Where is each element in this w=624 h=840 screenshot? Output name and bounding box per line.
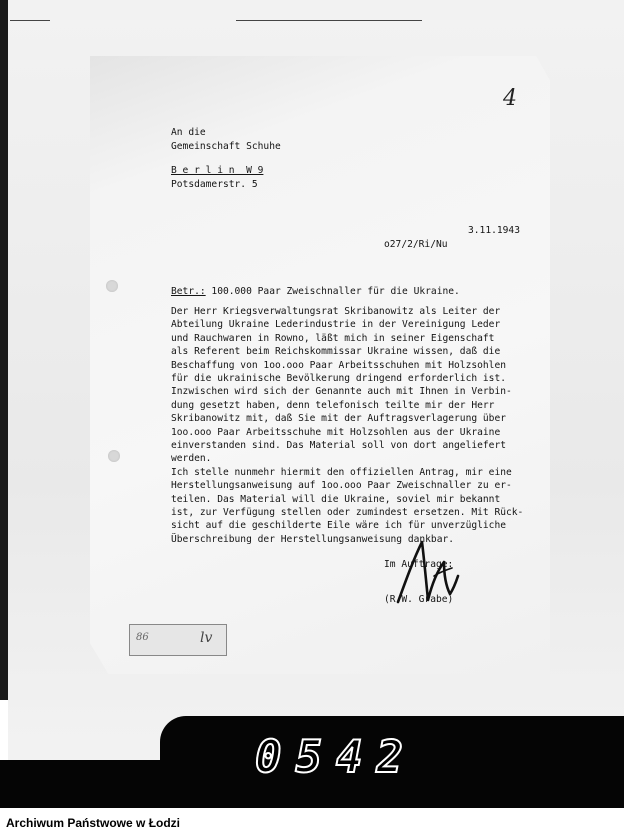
body-line: Abteilung Ukraine Lederindustrie in der Vereinigung Leder: [171, 319, 501, 331]
body-line: Beschaffung von 1oo.ooo Paar Arbeitsschuhen mit Holzsohlen: [171, 359, 507, 371]
microfilm-frame-number: 0542: [255, 732, 417, 783]
body-line: Überschreibung der Herstellungsanweisung dankbar.: [171, 533, 455, 545]
closing-phrase: Im Auftrage:: [384, 559, 454, 570]
body-line: 1oo.ooo Paar Arbeitsschuhe mit Holzsohlen aus der Ukraine: [171, 426, 501, 438]
body-line: dung gesetzt haben, denn telefonisch teilte mir der Herr: [171, 399, 495, 411]
body-line: Skribanowitz mit, daß Sie mit der Auftragsverlagerung über: [171, 413, 507, 425]
signatory-name: (R.W. Grabe): [384, 594, 454, 605]
recipient-line-1: An die: [171, 127, 206, 138]
handwritten-page-number: 4: [503, 86, 517, 111]
body-line: ist, zur Verfügung stellen oder zumindest ersetzen. Mit Rück-: [171, 507, 524, 518]
reference-code: o27/2/Ri/Nu: [384, 239, 448, 250]
body-line: werden.: [171, 453, 212, 465]
stamp-text-left: 86: [136, 632, 149, 643]
body-line: einverstanden sind. Das Material soll von dort angeliefert: [171, 440, 507, 451]
punch-hole: [106, 280, 118, 292]
body-line: Der Herr Kriegsverwaltungsrat Skribanowitz als Leiter der: [171, 306, 501, 317]
recipient-city: B e r l i n W 9: [171, 165, 264, 176]
punch-hole: [108, 450, 120, 462]
body-line: für die ukrainische Bevölkerung dringend erforderlich ist.: [171, 373, 507, 384]
subject-label: Betr.:: [171, 286, 206, 297]
stamp-text-right: lv: [200, 630, 213, 646]
frame-mark: [236, 20, 422, 21]
body-line: Ich stelle nunmehr hiermit den offiziellen Antrag, mir eine: [171, 466, 512, 478]
film-edge: [0, 0, 8, 700]
body-line: Inzwischen wird sich der Genannte auch mit Ihnen in Verbin-: [171, 386, 512, 398]
recipient-street: Potsdamerstr. 5: [171, 179, 258, 190]
handwritten-signature: [392, 536, 464, 612]
body-line: Herstellungsanweisung auf 1oo.ooo Paar Zweischnaller zu er-: [171, 480, 512, 492]
letter-date: 3.11.1943: [468, 225, 520, 236]
body-line: teilen. Das Material will die Ukraine, soviel mir bekannt: [171, 493, 501, 505]
archive-name: Archiwum Państwowe w Łodzi: [6, 816, 181, 830]
frame-mark: [10, 20, 50, 21]
body-line: und Rauchwaren in Rowno, läßt mich in seiner Eigenschaft: [171, 332, 495, 344]
subject-text: 100.000 Paar Zweischnaller für die Ukraine.: [205, 286, 460, 297]
body-line: sicht auf die geschilderte Eile wäre ich für unverzügliche: [171, 520, 507, 532]
subject-line: [171, 286, 460, 297]
body-line: als Referent beim Reichskommissar Ukraine wissen, daß die: [171, 346, 501, 358]
recipient-line-2: Gemeinschaft Schuhe: [171, 141, 281, 152]
